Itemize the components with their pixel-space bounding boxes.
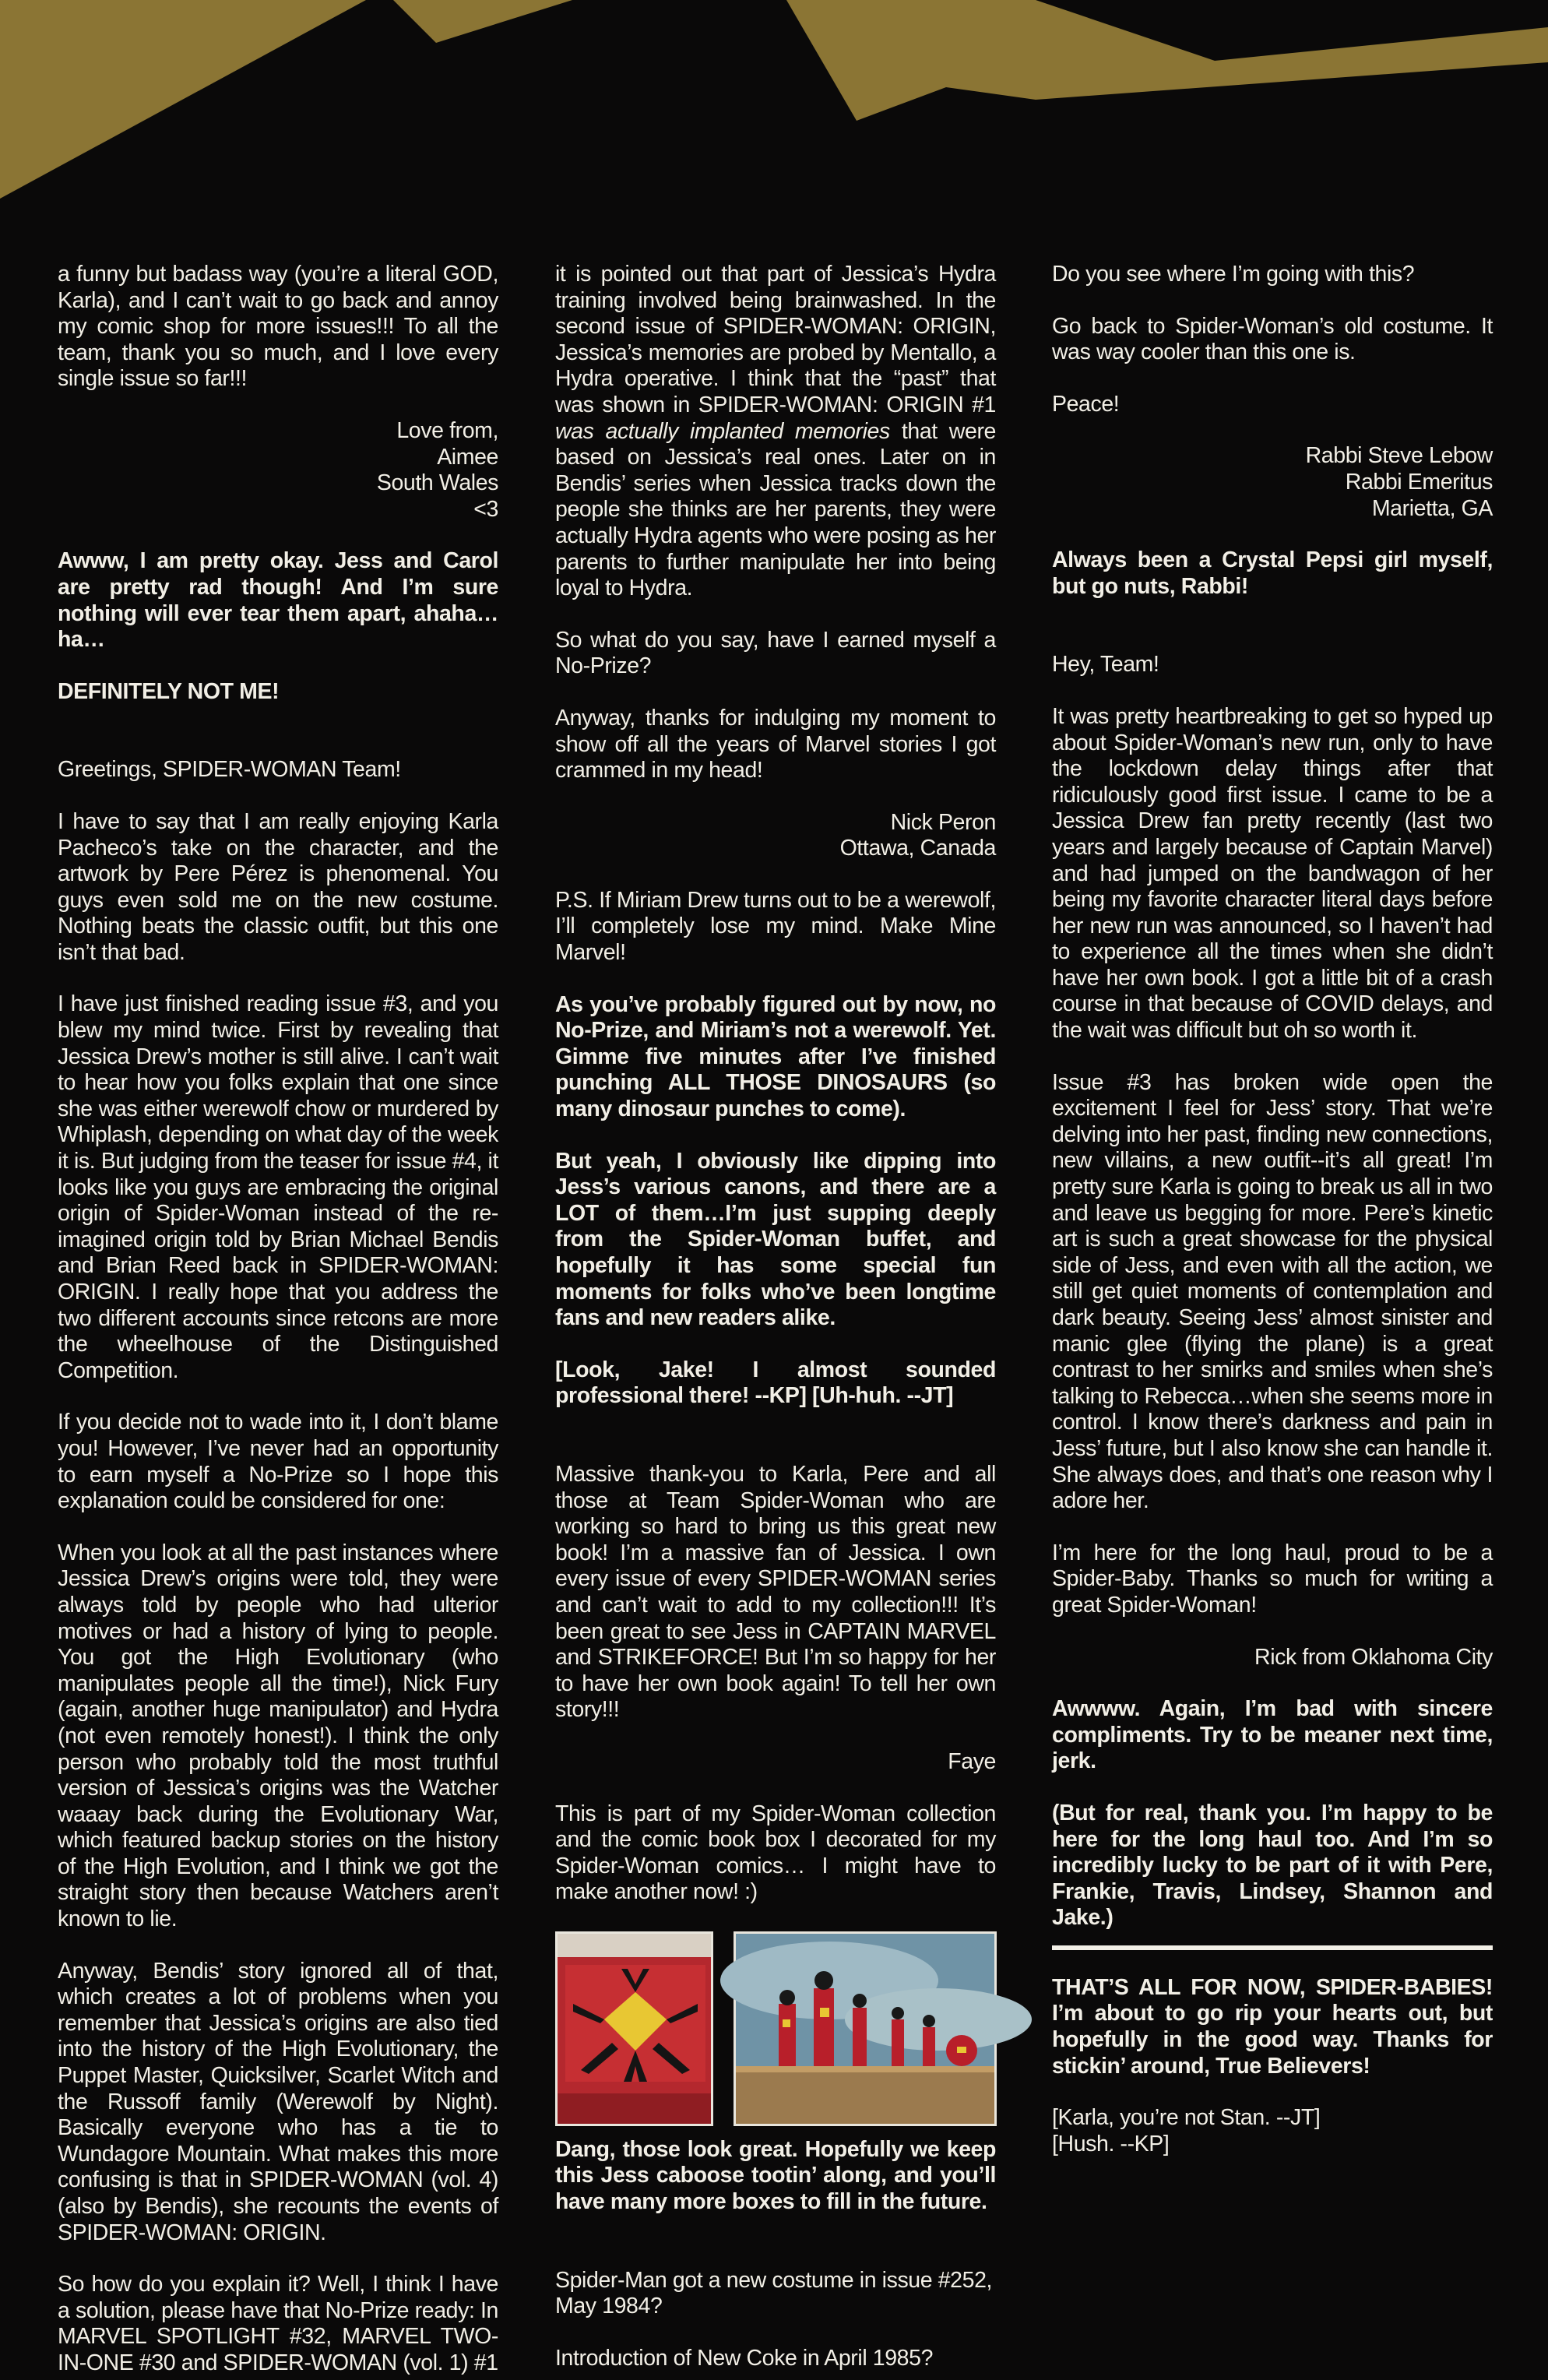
letter-paragraph: Introduction of New Coke in April 1985? xyxy=(555,2345,934,2371)
editor-reply: Awww, I am pretty okay. Jess and Carol are pretty rad though! And I’m sure nothing will ever tear them apart, ahaha…ha… xyxy=(58,548,498,653)
editor-reply: Dang, those look great. Hopefully we keep this Jess caboose tootin’ along, and you’ll have many more boxes to fill in the future. xyxy=(555,2136,996,2215)
letter-paragraph: If you decide not to wade into it, I don’t blame you! However, I’ve never had an opportunity to earn myself a No-Prize so I hope this explanation could be considered for one: xyxy=(58,1410,498,1514)
emphasis-text: was actually implanted memories xyxy=(555,418,890,444)
signature-line: South Wales xyxy=(376,470,498,496)
editor-reply: But yeah, I obviously like dipping into Jess’s various canons, and there are a LOT of them…I’m just supping deeply from the Spider-Woman buffet, and hopefully it has some special fun moments for folks who’ve been longtime fans and new readers alike. xyxy=(555,1148,996,1331)
letter-paragraph: P.S. If Miriam Drew turns out to be a werewolf, I’ll completely lose my mind. Make Mine Marvel! xyxy=(555,887,996,966)
letter-paragraph: I’m here for the long haul, proud to be a Spider-Baby. Thanks so much for writing a great Spider-Woman! xyxy=(1052,1540,1493,1618)
letter-paragraph: It was pretty heartbreaking to get so hyped up about Spider-Woman’s new run, only to have the lockdown delay things after that ridiculously good first issue. I came to be a Jessica Drew fan pretty recently (last two years and largely because of Captain Marvel) and had jumped on the bandwagon of her being my favorite character literal days before her new run was announced, so I haven’t had to experience all the times when she didn’t have her own book. I got a little bit of a crash course in that because of COVID delays, and the wait was difficult but oh so worth it. xyxy=(1052,703,1493,1044)
letter-greeting: Hey, Team! xyxy=(1052,652,1159,678)
signature-line: Love from, xyxy=(396,417,498,443)
photo-decorated-comic-box xyxy=(555,1931,713,2126)
paragraph-text: it is pointed out that part of Jessica’s Hydra training involved being brainwashed. In the second issue of SPIDER-WOMAN: ORIGIN, Jessica’s memories are probed by Mentallo, a Hydra operative. I think that the “past” that was shown in SPIDER-WOMAN: ORIGIN #1 xyxy=(555,262,996,417)
letter-paragraph: I have just finished reading issue #3, and you blew my mind twice. First by revealing that Jessica Drew’s mother is still alive. I can’t wait to hear how you folks explain that one since she was either werewolf chow or murdered by Whiplash, depending on what day of the week it is. But judging from the teaser for issue #4, it looks like you guys are embracing the original origin of Spider-Woman instead of the re-imagined origin told by Brian Michael Bendis and Brian Reed back in SPIDER-WOMAN: ORIGIN. I really hope that you address the two different accounts since retcons are more the wheelhouse of the Distinguished Competition. xyxy=(58,991,498,1383)
letter-paragraph: Spider-Man got a new costume in issue #252, May 1984? xyxy=(555,2267,993,2319)
letter-paragraph: So how do you explain it? Well, I think I have a solution, please have that No-Prize ready: In MARVEL SPOTLIGHT #32, MARVEL TWO-IN-ONE #30 and SPIDER-WOMAN (vol. 1) #1 xyxy=(58,2272,498,2375)
signature-line: Rick from Oklahoma City xyxy=(1254,1644,1493,1670)
signature-line: Aimee xyxy=(437,444,498,470)
letter-paragraph: Anyway, Bendis’ story ignored all of that, which creates a lot of problems when you remember that Jessica’s origins are also tied into the history of the High Evolutionary, the Puppet Master, Quicksilver, Scarlet Witch and the Russoff family (Werewolf by Night). Basically everyone who has a tie to Wundagore Mountain. What makes this more confusing is that in SPIDER-WOMAN (vol. 4) (also by Bendis), she recounts the events of SPIDER-WOMAN: ORIGIN. xyxy=(58,1958,498,2245)
letter-signature xyxy=(555,1749,996,1776)
header-art xyxy=(0,0,1548,210)
letter-signature xyxy=(58,418,498,523)
signature-line: Faye xyxy=(948,1748,996,1774)
signature-line: Rabbi Steve Lebow xyxy=(1305,443,1493,469)
letter-paragraph: Peace! xyxy=(1052,391,1120,417)
signature-line: Ottawa, Canada xyxy=(839,836,996,861)
letter-signature xyxy=(1052,443,1493,522)
signature-line: Rabbi Emeritus xyxy=(1345,469,1493,495)
letter-signature xyxy=(1052,1645,1493,1671)
editor-reply: Awwww. Again, I’m bad with sincere compliments. Try to be meaner next time, jerk. xyxy=(1052,1696,1493,1774)
letter-paragraph: Massive thank-you to Karla, Pere and all those at Team Spider-Woman who are working so hard to bring us this great new book! I’m a massive fan of Jessica. I own every issue of every SPIDER-WOMAN series and can’t wait to add to my collection!!! It’s been great to see Jess in CAPTAIN MARVEL and STRIKEFORCE! But I’m so happy for her to have her own book again! To tell her own story!!! xyxy=(555,1461,996,1723)
banter-line: [Hush. --KP] xyxy=(1052,2131,1170,2156)
editor-reply: [Look, Jake! I almost sounded professional there! --KP] [Uh-huh. --JT] xyxy=(555,1357,996,1409)
signature-line: <3 xyxy=(473,496,498,522)
column-right xyxy=(1052,262,1493,2357)
section-divider xyxy=(1052,1945,1493,1950)
letter-paragraph: So what do you say, have I earned myself a No-Prize? xyxy=(555,627,996,679)
signature-line: Marietta, GA xyxy=(1371,495,1493,521)
editor-reply: As you’ve probably figured out by now, no No-Prize, and Miriam’s not a werewolf. Yet. Gimme five minutes after I’ve finished punching ALL THOSE DINOSAURS (so many dinosaur punches to come). xyxy=(555,991,996,1122)
banter-line: [Karla, you’re not Stan. --JT] xyxy=(1052,2105,1321,2131)
letter-paragraph: This is part of my Spider-Woman collection and the comic book box I decorated for my Spider-Woman comics… I might have to make another now! :) xyxy=(555,1801,996,1905)
letter-signature xyxy=(555,810,996,862)
paragraph-text: that were based on Jessica’s real ones. Later on in Bendis’ series when Jessica tracks down the people she thinks are her parents, they were actually Hydra agents who were posing as her parents to further manipulate her into being loyal to Hydra. xyxy=(555,418,996,601)
letter-paragraph: a funny but badass way (you’re a literal GOD, Karla), and I can’t wait to go back and annoy my comic shop for more issues!!! To all the team, thank you so much, and I love every single issue so far!!! xyxy=(58,262,498,392)
letter-paragraph: I have to say that I am really enjoying Karla Pacheco’s take on the character, and the artwork by Pere Pérez is phenomenal. You guys even sold me on the new costume. Nothing beats the classic outfit, but this one isn’t that bad. xyxy=(58,808,498,965)
photo-figure-collection xyxy=(734,1931,997,2126)
letter-paragraph: Go back to Spider-Woman’s old costume. It was way cooler than this one is. xyxy=(1052,313,1493,365)
letter-greeting: Greetings, SPIDER-WOMAN Team! xyxy=(58,757,401,783)
letter-paragraph: Do you see where I’m going with this? xyxy=(1052,262,1415,287)
closing-banter xyxy=(1052,2105,1493,2157)
column-left xyxy=(58,262,498,2375)
editor-reply: (But for real, thank you. I’m happy to be here for the long haul too. And I’m so incredibly lucky to be part of it with Pere, Frankie, Travis, Lindsey, Shannon and Jake.) xyxy=(1052,1800,1493,1931)
editor-reply: Always been a Crystal Pepsi girl myself, but go nuts, Rabbi! xyxy=(1052,547,1493,599)
letter-paragraph: Issue #3 has broken wide open the excitement I feel for Jess’ story. That we’re delving into her past, finding new connections, new villains, a new outfit--it’s all great! I’m pretty sure Karla is going to break us all in two and leave us begging for more. Pere’s kinetic art is such a great showcase for the physical side of Jess, and even with all the action, we still get quiet moments of contemplation and dark beauty. Seeing Jess’ almost sinister and manic glee (flying the plane) is a great contrast to her smirks and smiles when she’s talking to Rebecca…when she seems more in control. I know there’s darkness and pain in Jess’ future, but I also know she can handle it. She always does, and that’s one reason why I adore her. xyxy=(1052,1069,1493,1514)
signature-line: Nick Peron xyxy=(890,809,996,835)
letter-paragraph: Anyway, thanks for indulging my moment to show off all the years of Marvel stories I got crammed in my head! xyxy=(555,705,996,783)
closing-note: THAT’S ALL FOR NOW, SPIDER-BABIES! I’m about to go rip your hearts out, but hopefully in the good way. Thanks for stickin’ around, True Believers! xyxy=(1052,1974,1493,2079)
column-middle xyxy=(555,262,996,2371)
editor-reply: DEFINITELY NOT ME! xyxy=(58,678,280,704)
letter-paragraph: When you look at all the past instances where Jessica Drew’s origins were told, they were always told by people who had ulterior motives or had a history of lying to people. You got the High Evolutionary (who manipulates people all the time!), Nick Fury (again, another huge manipulator) and Hydra (not even remotely honest!). I think the only person who probably told the most truthful version of Jessica’s origins was the Watcher waaay back during the Evolutionary War, which featured backup stories on the history of the High Evolution, and I think we got the straight story then because Watchers aren’t known to lie. xyxy=(58,1540,498,1932)
letter-paragraph xyxy=(555,262,996,602)
reader-photos xyxy=(555,1931,996,2126)
